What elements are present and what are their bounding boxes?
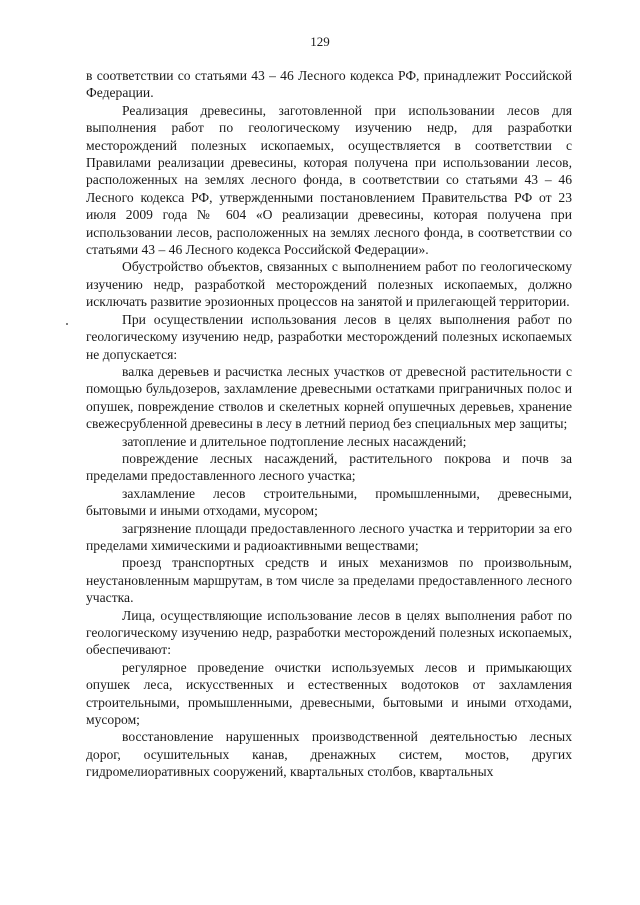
paragraph-5: Лица, осуществляющие использование лесов в целях выполнения работ по геологическому изучению недр, разработки месторождений полезных ископаемых, обеспечивают: — [86, 607, 572, 658]
list-item-8: восстановление нарушенных производственной деятельностью лесных дорог, осушительных канав, дренажных систем, мостов, других гидромелиоративных сооружений, квартальных столбов, квартальных — [86, 729, 572, 780]
list-item-4: захламление лесов строительными, промышленными, древесными, бытовыми и иными отходами, мусором; — [86, 485, 572, 519]
paragraph-1: в соответствии со статьями 43 – 46 Лесного кодекса РФ, принадлежит Российской Федерации. — [86, 68, 572, 101]
page-number: 129 — [310, 34, 330, 49]
paragraph-3: Обустройство объектов, связанных с выполнением работ по геологическому изучению недр, разработкой месторождений полезных ископаемых, должно исключать развитие эрозионных процессов на занятой и прилегающей территории. — [86, 259, 572, 310]
paragraph-2: Реализация древесины, заготовленной при использовании лесов для выполнения работ по геологическому изучению недр, для разработки месторождений полезных ископаемых, осуществляется в соответствии с Правилами реализации древесины, которая получена при использовании лесов, расположенных на землях лесного фонда, в соответствии со статьями 43 – 46 Лесного кодекса РФ, утвержденными постановлением Правительства РФ от 23 июля 2009 года № 604 «О реализации древесины, которая получена при использовании лесов, расположенных на землях лесного фонда, в соответствии со статьями 43 – 46 Лесного кодекса Российской Федерации». — [86, 102, 572, 258]
list-item-2: затопление и длительное подтопление лесных насаждений; — [122, 433, 467, 449]
list-item-6: проезд транспортных средств и иных механизмов по произвольным, неустановленным маршрутам, в том числе за пределами предоставленного лесного участка. — [86, 555, 572, 606]
list-item-3: повреждение лесных насаждений, растительного покрова и почв за пределами предоставленного лесного участка; — [86, 450, 572, 484]
margin-mark — [66, 323, 68, 325]
list-item-5: загрязнение площади предоставленного лесного участка и территории за его пределами химическими и радиоактивными веществами; — [86, 520, 572, 553]
list-item-1: валка деревьев и расчистка лесных участков от древесной растительности с помощью бульдозеров, захламление древесными остатками приграничных полос и опушек, повреждение стволов и скелетных корней опушечных деревьев, хранение свежесрубленной древесины в лесу в летний период без специальных мер защиты; — [86, 363, 572, 432]
list-item-7: регулярное проведение очистки используемых лесов и примыкающих опушек леса, искусственных и естественных водотоков от захламления строительными, промышленными, древесными, бытовыми и иными отходами, мусором; — [86, 659, 572, 728]
page-body — [86, 67, 572, 781]
paragraph-4: При осуществлении использования лесов в целях выполнения работ по геологическому изучению недр, разработки месторождений полезных ископаемых не допускается: — [86, 311, 572, 362]
